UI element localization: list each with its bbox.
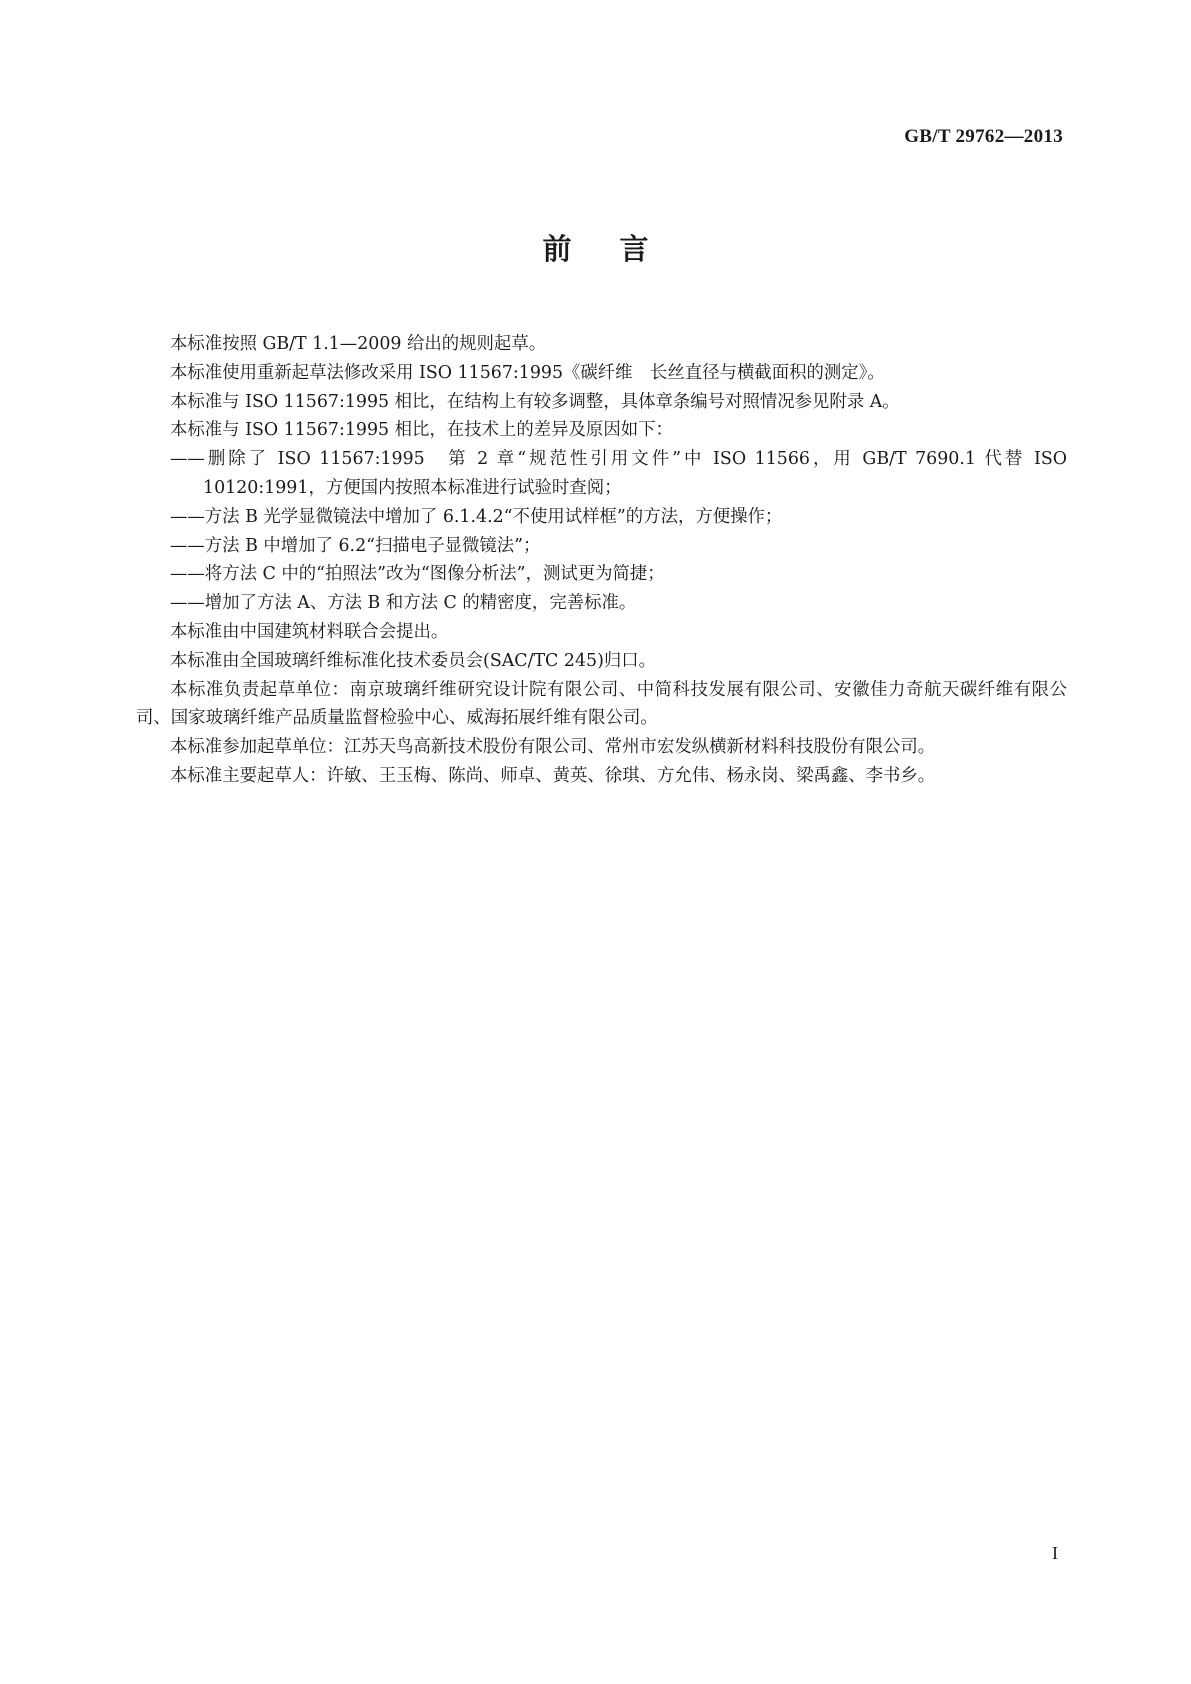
paragraph-technical-committee: 本标准由全国玻璃纤维标准化技术委员会(SAC/TC 245)归口。	[170, 650, 657, 671]
difference-item: ——将方法 C 中的“拍照法”改为“图像分析法”，测试更为简捷；	[170, 564, 665, 585]
page-number: I	[1052, 1543, 1058, 1563]
standard-code: GB/T 29762—2013	[904, 126, 1063, 147]
paragraph-technical-differences: 本标准与 ISO 11567:1995 相比，在技术上的差异及原因如下：	[170, 420, 673, 441]
paragraph-drafting-rules: 本标准按照 GB/T 1.1—2009 给出的规则起草。	[170, 334, 547, 354]
paragraph-main-drafters: 本标准主要起草人：许敏、王玉梅、陈尚、师卓、黄英、徐琪、方允伟、杨永岗、梁禹鑫、李书乡。	[170, 765, 936, 786]
paragraph-structure-changes: 本标准与 ISO 11567:1995 相比，在结构上有较多调整，具体章条编号对照情况参见附录 A。	[170, 391, 900, 412]
difference-item: ——方法 B 中增加了 6.2“扫描电子显微镜法”；	[170, 535, 541, 556]
difference-item: ——方法 B 光学显微镜法中增加了 6.1.4.2“不使用试样框”的方法，方便操作；	[170, 506, 783, 527]
paragraph-adoption: 本标准使用重新起草法修改采用 ISO 11567:1995《碳纤维 长丝直径与横截面积的测定》。	[170, 362, 885, 383]
page-title: 前言	[542, 232, 697, 266]
paragraph-participating-drafters: 本标准参加起草单位：江苏天鸟高新技术股份有限公司、常州市宏发纵横新材料科技股份有限公司。	[170, 737, 936, 758]
paragraph-proposer: 本标准由中国建筑材料联合会提出。	[170, 621, 449, 642]
foreword-body	[136, 330, 1067, 791]
paragraph-responsible-drafters: 本标准负责起草单位：南京玻璃纤维研究设计院有限公司、中简科技发展有限公司、安徽佳力奇航天碳纤维有限公司、国家玻璃纤维产品质量监督检验中心、威海拓展纤维有限公司。	[136, 679, 1067, 729]
difference-item: ——增加了方法 A、方法 B 和方法 C 的精密度，完善标准。	[170, 593, 637, 614]
difference-item: ——删除了 ISO 11567:1995 第 2 章“规范性引用文件”中 ISO 11566，用 GB/T 7690.1 代替 ISO 10120:1991，方便国内按照本标准进行试验时查阅；	[170, 449, 1067, 498]
